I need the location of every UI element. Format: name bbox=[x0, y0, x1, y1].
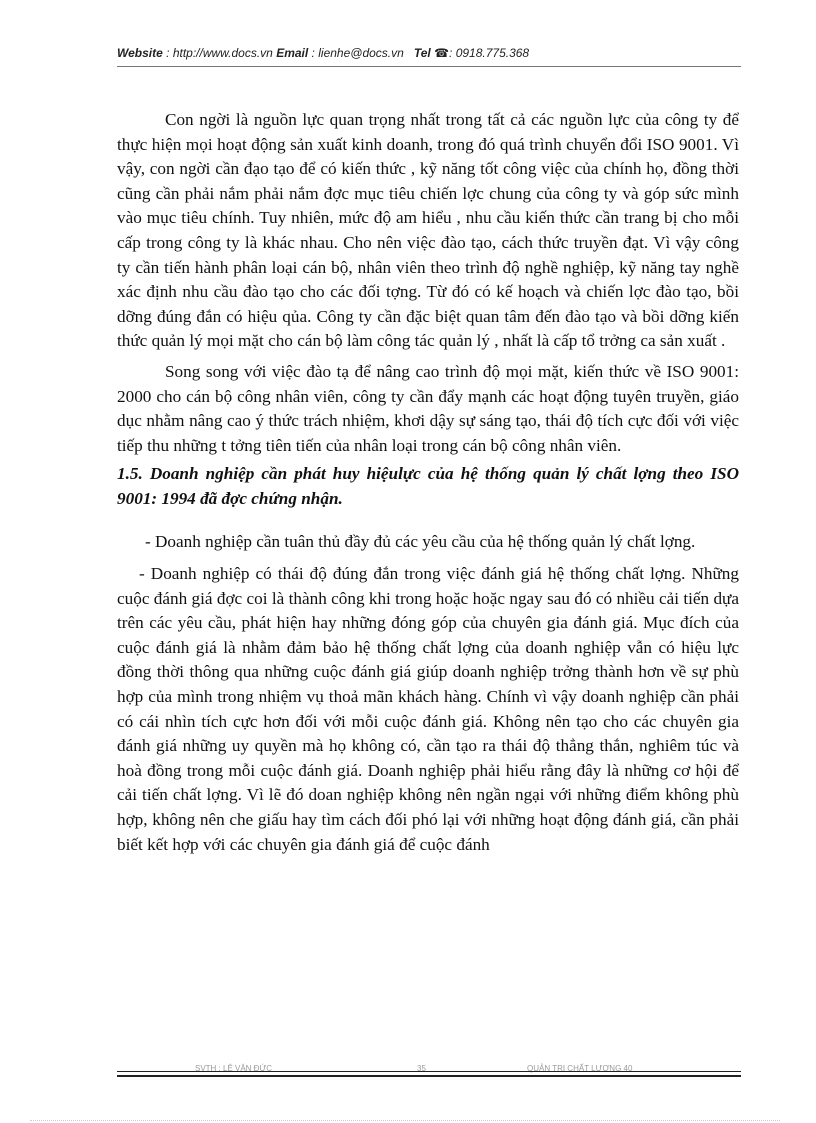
paragraph-training: Con ngời là nguồn lực quan trọng nhất trong tất cả các nguồn lực của công ty để thực hiện mọi hoạt động sản xuất kinh doanh, trong đó quá trình chuyển đổi ISO 9001. Vì vậy, con ngời cần đạo tạo để có kiến thức , kỹ năng tốt công việc của chính họ, đồng thời cũng cần phải nắm phải nắm đợc mục tiêu chiến lợc chung của công ty và góp sức mình vào mục tiêu chính. Tuy nhiên, mức độ am hiểu , nhu cầu kiến thức cần trang bị cho mỗi cấp trong công ty là khác nhau. Cho nên việc đào tạo, cách thức truyền đạt. Vì vậy công ty cần tiến hành phân loại cán bộ, nhân viên theo trình độ nghề nghiệp, kỹ năng tay nghề xác định nhu cầu đào tạo cho các đối tợng. Từ đó có kế hoạch và chiến lợc đào tạo, bồi dỡng đúng đắn có hiệu qủa. Công ty cần đặc biệt quan tâm đến đào tạo và bồi dỡng kiến thức quản lý mọi mặt cho cán bộ làm công tác quản lý , nhất là cấp tổ trởng ca sản xuất . bbox=[117, 110, 739, 351]
website-label: Website bbox=[117, 46, 163, 60]
page-header bbox=[117, 46, 741, 60]
document-body bbox=[117, 108, 739, 857]
header-divider bbox=[117, 66, 741, 67]
list-item-assessment: - Doanh nghiệp có thái độ đúng đắn trong việc đánh giá hệ thống chất lợng. Những cuộc đánh giá đợc coi là thành công khi trong hoặc hoặc ngay sau đó có nhiều cải tiến dựa trên các yêu cầu, phát hiện hay những đóng góp của chuyên gia đánh giá. Mục đích của cuộc đánh giá là nhằm đảm bảo hệ thống chất lợng của doanh nghiệp vẫn có hiệu lực đồng thời thông qua những cuộc đánh giá giúp doanh nghiệp trởng thành hơn về sự phù hợp của mình trong nhiệm vụ thoả mãn khách hàng. Chính vì vậy doanh nghiệp cần phải có cái nhìn tích cực hơn đối với mỗi cuộc đánh giá. Không nên tạo cho các chuyên gia đánh giá những uy quyền mà họ không có, cần tạo ra thái độ thẳng thắn, nghiêm túc và hoà đồng trong mỗi cuộc đánh giá. Doanh nghiệp phải hiểu rằng đây là những cơ hội để cải tiến chất lợng. Vì lẽ đó doan nghiệp không nên ngần ngại với những điểm không phù hợp, không nên che giấu hay tìm cách đối phó lại với những hoạt động đánh giá, cần phải biết kết hợp với các chuyên gia đánh giá để cuộc đánh bbox=[117, 564, 739, 854]
footer-author: SVTH : LÊ VĂN ĐỨC bbox=[195, 1064, 273, 1073]
phone-icon: ☎ bbox=[434, 46, 450, 60]
list-item-compliance: - Doanh nghiệp cần tuân thủ đầy đủ các yêu cầu của hệ thống quản lý chất lợng. bbox=[145, 531, 696, 551]
website-url[interactable]: http://www.docs.vn bbox=[172, 46, 273, 60]
footer-divider-thick bbox=[117, 1075, 741, 1077]
email-label: Email bbox=[276, 46, 309, 60]
tel-label: Tel bbox=[413, 46, 431, 60]
footer-divider-thin bbox=[117, 1071, 741, 1072]
footer-course: QUẢN TRỊ CHẤT LƯỢNG 40 bbox=[527, 1064, 633, 1073]
section-heading: 1.5. Doanh nghiệp cần phát huy hiệulực của hệ thống quản lý chất lợng theo ISO 9001: 1994 đã đợc chứng nhận. bbox=[117, 464, 739, 508]
email-separator: : bbox=[308, 46, 319, 60]
tel-number: : 0918.775.368 bbox=[449, 46, 530, 60]
email-address[interactable]: lienhe@docs.vn bbox=[318, 46, 404, 60]
website-separator: : bbox=[162, 46, 173, 60]
page-number: 35 bbox=[417, 1064, 426, 1073]
page-bottom-edge bbox=[30, 1120, 780, 1121]
paragraph-propaganda: Song song với việc đào tạ để nâng cao trình độ mọi mặt, kiến thức về ISO 9001: 2000 cho cán bộ công nhân viên, công ty cần đẩy mạnh các hoạt động tuyên truyền, giáo dục nhằm nâng cao ý thức trách nhiệm, khơi dậy sự sáng tạo, thái độ tích cực đối với việc tiếp thu những t tởng tiên tiến của nhân loại trong cán bộ công nhân viên. bbox=[117, 361, 739, 455]
